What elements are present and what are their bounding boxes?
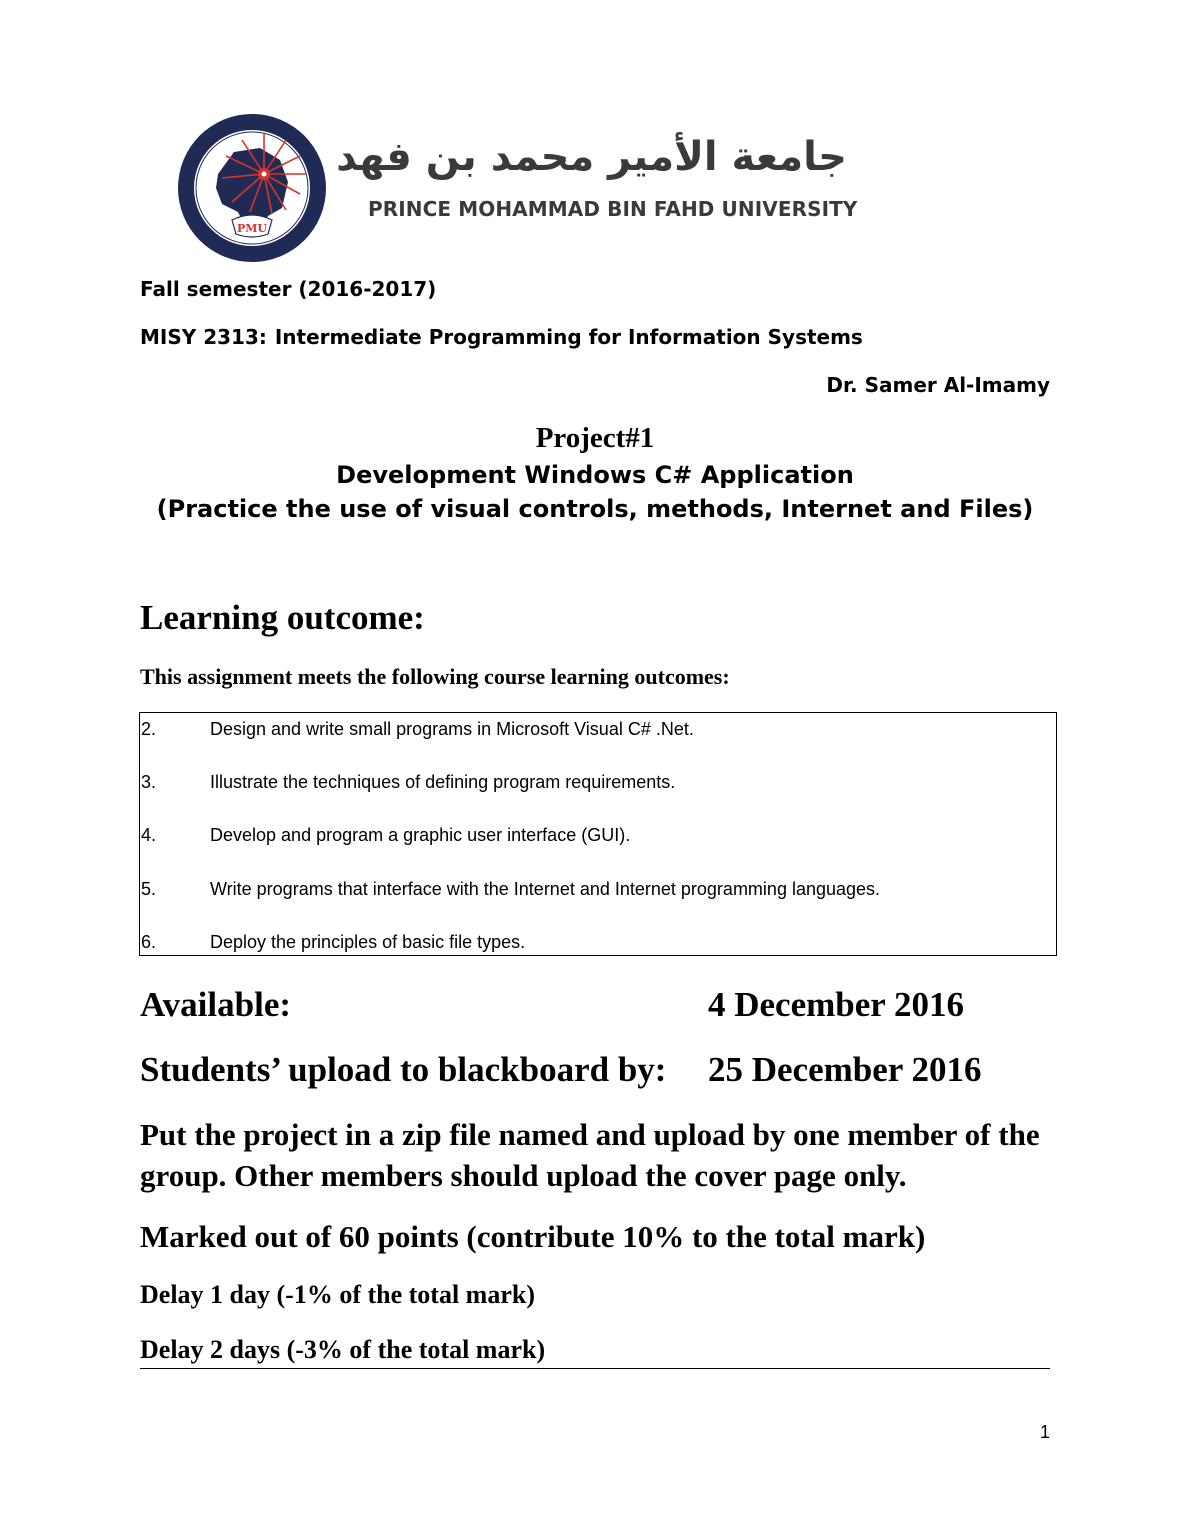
learning-outcome-intro: This assignment meets the following course learning outcomes: — [140, 664, 730, 689]
outcome-text: Deploy the principles of basic file types. — [210, 932, 526, 952]
delay-two-days-note: Delay 2 days (-3% of the total mark) — [140, 1335, 546, 1364]
university-seal-icon — [176, 112, 328, 264]
project-title: Project#1 — [535, 422, 655, 454]
delay-one-day-note: Delay 1 day (-1% of the total mark) — [140, 1280, 535, 1309]
outcome-item — [140, 714, 1056, 744]
course-code: MISY 2313: — [140, 325, 267, 349]
instructor-name: Dr. Samer Al-Imamy — [826, 373, 1050, 397]
marks-note: Marked out of 60 points (contribute 10% to the total mark) — [140, 1219, 926, 1254]
upload-row — [140, 1047, 1050, 1097]
university-name-english: PRINCE MOHAMMAD BIN FAHD UNIVERSITY — [368, 197, 858, 221]
outcomes-table — [139, 712, 1057, 956]
available-label: Available: — [140, 985, 292, 1024]
outcome-number: 4. — [141, 825, 157, 845]
available-row — [140, 982, 1050, 1032]
outcome-item — [140, 820, 1056, 850]
upload-label: Students’ upload to blackboard by: — [140, 1050, 667, 1089]
project-subtitle — [140, 458, 1050, 526]
outcome-text: Write programs that interface with the Internet and Internet programming languages. — [210, 879, 881, 899]
outcome-text: Develop and program a graphic user interface (GUI). — [210, 825, 631, 845]
university-name-arabic: جامعة الأمير محمد بن فهد — [336, 134, 847, 180]
outcome-number: 3. — [141, 772, 157, 792]
outcome-number: 6. — [141, 932, 157, 952]
learning-outcome-heading: Learning outcome: — [140, 598, 425, 637]
seal-abbreviation: PMU — [236, 222, 268, 235]
outcome-item — [140, 927, 1056, 957]
outcome-text: Design and write small programs in Microsoft Visual C# .Net. — [210, 719, 694, 739]
outcome-text: Illustrate the techniques of defining program requirements. — [210, 772, 676, 792]
zip-instructions: Put the project in a zip file named and upload by one member of the group. Other members should upload the cover page only. — [140, 1117, 1040, 1193]
outcome-number: 5. — [141, 879, 157, 899]
outcome-item — [140, 767, 1056, 797]
semester-label: Fall semester (2016-2017) — [140, 277, 437, 301]
page-number: 1 — [1039, 1422, 1050, 1442]
outcome-number: 2. — [141, 719, 157, 739]
university-logo — [176, 112, 876, 267]
outcome-item — [140, 874, 1056, 904]
project-subtitle-line2: (Practice the use of visual controls, methods, Internet and Files) — [156, 495, 1034, 523]
project-subtitle-line1: Development Windows C# Application — [336, 461, 854, 489]
available-date: 4 December 2016 — [708, 985, 964, 1024]
upload-date: 25 December 2016 — [708, 1050, 982, 1089]
course-title: Intermediate Programming for Information Systems — [274, 325, 863, 349]
horizontal-rule — [140, 1368, 1050, 1369]
course-line — [140, 324, 863, 350]
